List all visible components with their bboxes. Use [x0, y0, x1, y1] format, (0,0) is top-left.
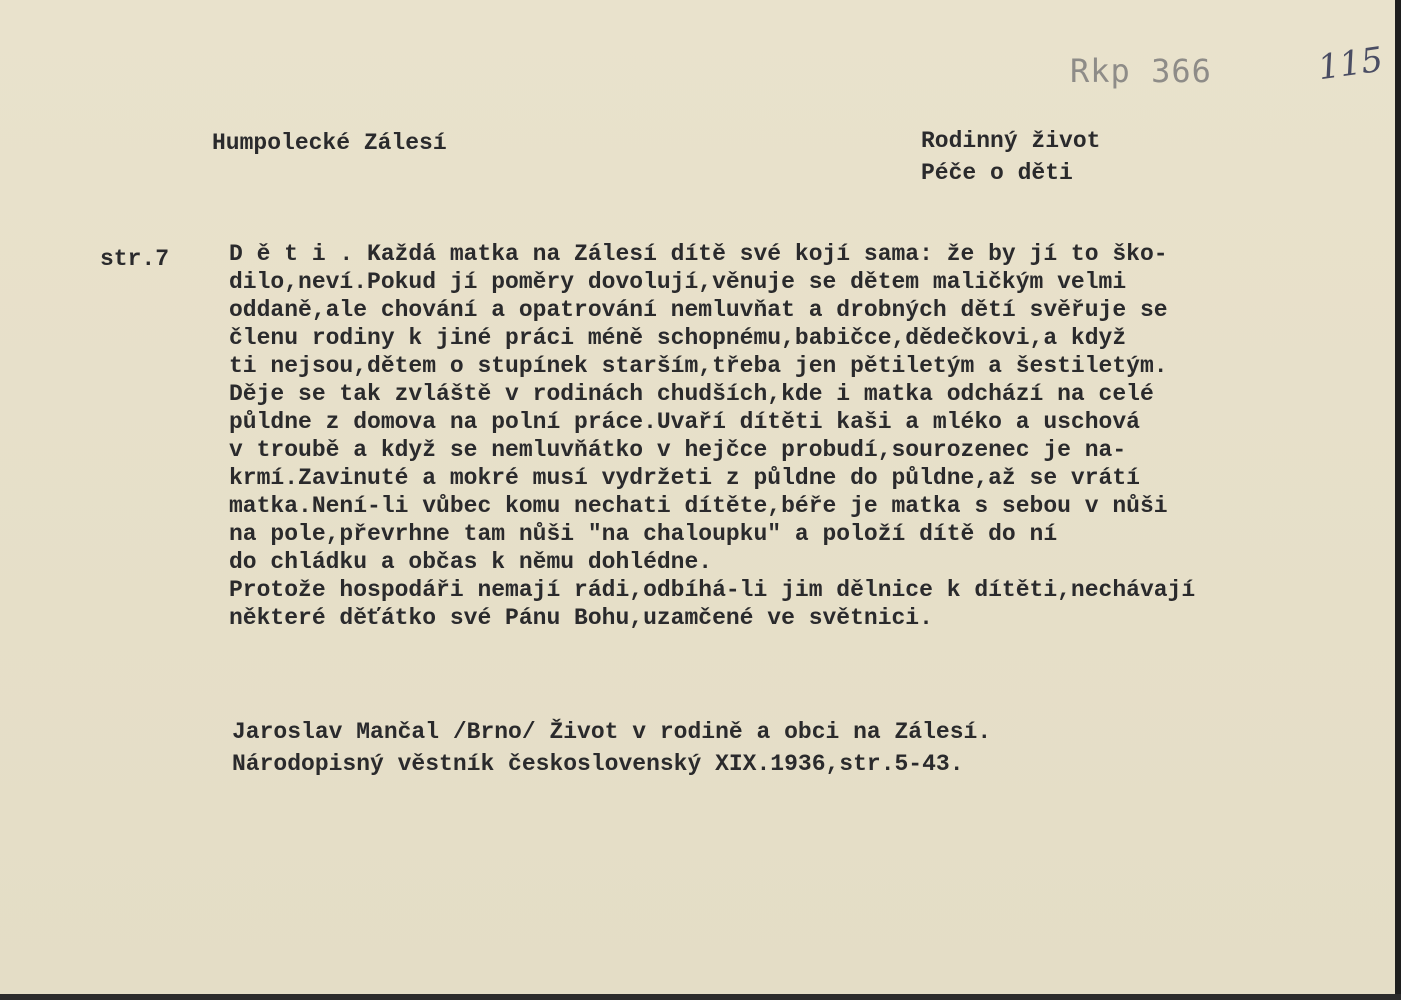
body-line: některé děťátko své Pánu Bohu,uzamčené ve světnici.: [229, 605, 933, 631]
archive-stamp: Rkp 366: [1070, 52, 1212, 90]
body-line: oddaně,ale chování a opatrování nemluvňat a drobných dětí svěřuje se: [229, 297, 1168, 323]
body-line: matka.Není-li vůbec komu nechati dítěte,béře je matka s sebou v nůši: [229, 493, 1168, 519]
citation-journal-line: Národopisný věstník československý XIX.1936,str.5-43.: [232, 751, 964, 777]
body-line: ti nejsou,dětem o stupínek starším,třeba jen pětiletým a šestiletým.: [229, 353, 1168, 379]
topic-primary: Rodinný život: [921, 128, 1101, 154]
body-line: členu rodiny k jiné práci méně schopnému,babičce,dědečkovi,a když: [229, 325, 1127, 351]
card-edge-bottom: [0, 994, 1401, 1000]
body-line: na pole,převrhne tam nůši "na chaloupku" a položí dítě do ní: [229, 521, 1058, 547]
source-citation: [232, 716, 991, 780]
topic-block: [921, 125, 1100, 189]
page-reference: str.7: [100, 246, 170, 272]
body-line: Děje se tak zvláště v rodinách chudších,kde i matka odchází na celé: [229, 381, 1154, 407]
body-line: krmí.Zavinuté a mokré musí vydržeti z půldne do půldne,až se vrátí: [229, 465, 1140, 491]
body-text: [229, 240, 1394, 632]
body-line: půldne z domova na polní práce.Uvaří dítěti kaši a mléko a uschová: [229, 409, 1140, 435]
body-line: dilo,neví.Pokud jí poměry dovolují,věnuje se dětem maličkým velmi: [229, 269, 1127, 295]
folio-number: 115: [1315, 39, 1386, 89]
citation-author-line: Jaroslav Mančal /Brno/ Život v rodině a obci na Zálesí.: [232, 719, 992, 745]
body-line: v troubě a když se nemluvňátko v hejčce probudí,sourozenec je na-: [229, 437, 1127, 463]
card-edge-right: [1395, 0, 1401, 1000]
topic-secondary: Péče o děti: [921, 160, 1073, 186]
body-line: Protože hospodáři nemají rádi,odbíhá-li jim dělnice k dítěti,nechávají: [229, 577, 1196, 603]
body-line: do chládku a občas k němu dohlédne.: [229, 549, 713, 575]
region-heading: Humpolecké Zálesí: [212, 130, 447, 156]
body-line: D ě t i . Každá matka na Zálesí dítě své kojí sama: že by jí to ško-: [229, 241, 1168, 267]
